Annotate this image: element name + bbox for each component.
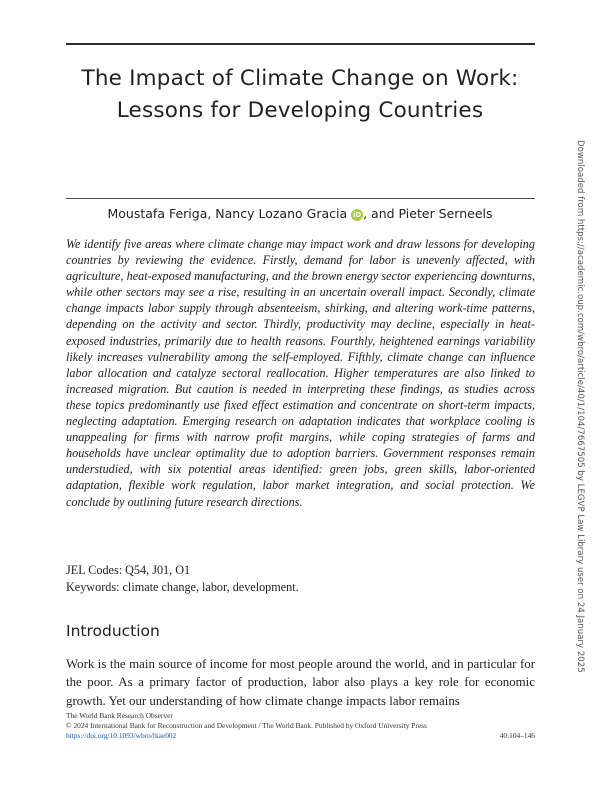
author-list [40,204,560,224]
journal-name: The World Bank Research Observer [66,711,173,720]
abstract: We identify five areas where climate change may impact work and draw lessons for developing countries by reviewing the evidence. Firstly, demand for labor is unevenly affected, with agriculture, heat-exposed manufacturing, and the brown energy sector experiencing downturns, while other sectors may see a rise, resulting in an uncertain overall impact. Secondly, climate change impacts labor supply through absenteeism, shirking, and altering work-time patterns, depending on the activity and sector. Thirdly, productivity may decline, especially in heat-exposed industries, primarily due to health reasons. Fourthly, heightened earnings variability likely increases vulnerability among the self-employed. Fifthly, climate change can influence labor allocation and catalyze sectoral reallocation. Higher temperatures are also linked to increased migration. But caution is needed in interpreting these findings, as studies across these topics predominantly use fixed effect estimation and concentrate on short-term impacts, neglecting adaptation. Emerging research on adaptation indicates that workplace cooling is unappealing for firms with narrow profit margins, while coping strategies of farms and households have unclear optimality due to adoption barriers. Government responses remain understudied, with six potential areas identified: green jobs, green skills, labor-oriented adaptation, flexible work regulation, labor market integration, and social protection. We conclude by outlining future research directions. [66,237,535,509]
introduction-paragraph: Work is the main source of income for most people around the world, and in particular for the poor. As a primary factor of production, labor also plays a key role for economic growth. Yet our understanding of how climate change impacts labor remains [66,657,535,708]
page-footer [66,711,535,741]
title-line-2: Lessons for Developing Countries [116,98,484,123]
page-range: 40:104–146 [499,731,535,740]
doi-line [66,731,535,741]
top-rule [66,43,535,45]
title-line-1: The Impact of Climate Change on Work: [81,66,519,91]
article-metadata [66,562,535,595]
authors-text-1: Moustafa Feriga, Nancy Lozano Gracia [107,206,348,221]
jel-codes: JEL Codes: Q54, J01, O1 [66,563,191,577]
download-sidebar [569,140,585,673]
title-divider [66,198,535,199]
download-note: Downloaded from https://academic.oup.com/wbro/article/40/1/104/7667505 by LEGVP Law Library user on 24 January 2025 [575,140,585,673]
keywords: Keywords: climate change, labor, development. [66,579,299,594]
orcid-icon[interactable]: iD [353,211,362,219]
copyright-notice: © 2024 International Bank for Reconstruction and Development / The World Bank. Published by Oxford University Press [66,721,427,730]
article-title [40,63,560,127]
authors-text-2: , and Pieter Serneels [363,206,493,221]
doi-link[interactable]: https://doi.org/10.1093/wbro/lkae002 [66,731,177,740]
section-heading-introduction: Introduction [66,622,160,640]
